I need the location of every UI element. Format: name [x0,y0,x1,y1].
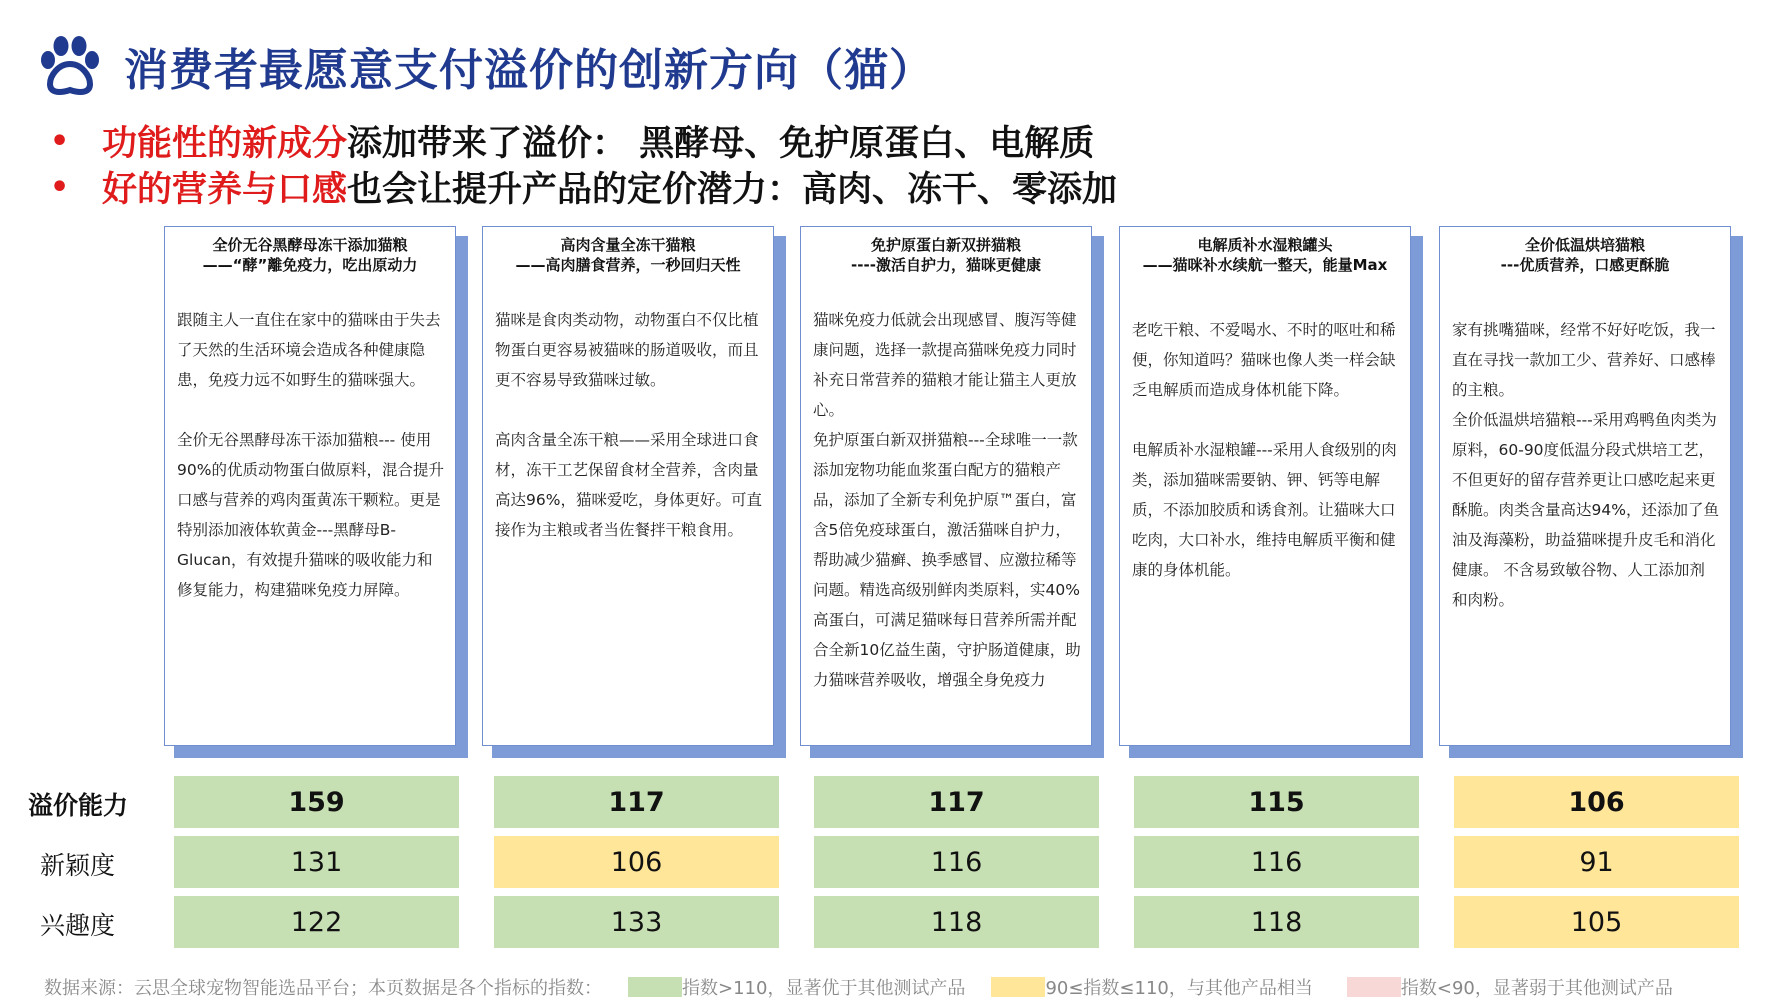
metric-cell: 91 [1454,836,1739,888]
metric-cell: 131 [174,836,459,888]
metric-cell: 118 [1134,896,1419,948]
legend-source: 数据来源：云思全球宠物智能选品平台；本页数据是各个指标的指数： [44,978,602,999]
legend-swatch-red [1347,977,1401,997]
card-description: 跟随主人一直住在家中的猫咪由于失去了天然的生活环境会造成各种健康隐患，免疫力远不如野生的猫咪强大。 全价无谷黑酵母冻干添加猫粮--- 使用90%的优质动物蛋白做原料，混合提升口感与营养的鸡肉蛋黄冻干颗粒。更是特别添加液体软黄金---黑酵母B-Glucan，有效提升猫咪的吸收能力和修复能力，构建猫咪免疫力屏障。 [177,311,444,599]
legend-swatch-green [628,977,682,997]
metric-cell: 118 [814,896,1099,948]
metric-label-novelty: 新颖度 [40,851,116,880]
legend-red-text: 指数<90，显著弱于其他测试产品 [1400,978,1673,999]
bullet-text: 添加带来了溢价： 黑酵母、免护原蛋白、电解质 [347,124,1095,164]
bullet-list [50,118,1117,210]
metric-label-premium: 溢价能力 [28,791,129,820]
metric-cell: 133 [494,896,779,948]
page-title: 消费者最愿意支付溢价的创新方向（猫） [124,45,934,96]
metric-cell: 122 [174,896,459,948]
metric-label-interest: 兴趣度 [40,911,116,940]
legend [44,974,1673,1000]
metric-cell: 106 [1454,776,1739,828]
card-description: 猫咪是食肉类动物，动物蛋白不仅比植物蛋白更容易被猫咪的肠道吸收，而且更不容易导致猫咪过敏。 高肉含量全冻干粮——采用全球进口食材，冻干工艺保留食材全营养，含肉量高达96%，猫咪爱吃，身体更好。可直接作为主粮或者当佐餐拌干粮食用。 [495,311,762,539]
metric-cell: 116 [814,836,1099,888]
legend-yellow-text: 90≤指数≤110，与其他产品相当 [1045,978,1313,999]
card-title: 电解质补水湿粮罐头 [1197,236,1333,254]
card-subtitle: ——高肉膳食营养，一秒回归天性 [515,256,741,274]
product-card [800,226,1094,748]
product-card [1439,226,1733,748]
product-card [164,226,458,748]
metric-cell: 116 [1134,836,1419,888]
metric-cell: 105 [1454,896,1739,948]
bullet-text: 也会让提升产品的定价潜力：高肉、冻干、零添加 [347,170,1118,210]
bullet-highlight: 功能性的新成分 [102,124,348,164]
card-title: 高肉含量全冻干猫粮 [560,236,696,254]
card-title: 全价无谷黑酵母冻干添加猫粮 [212,236,408,254]
card-description: 猫咪免疫力低就会出现感冒、腹泻等健康问题，选择一款提高猫咪免疫力同时补充日常营养的猫粮才能让猫主人更放心。 免护原蛋白新双拼猫粮---全球唯一一款添加宠物功能血浆蛋白配方的猫粮产品，添加了全新专利免护原™蛋白，富含5倍免疫球蛋白，激活猫咪自护力，帮助减少猫癣、换季感冒、应激拉稀等问题。精选高级别鲜肉类原料，实40%高蛋白，可满足猫咪每日营养所需并配合全新10亿益生菌，守护肠道健康，助力猫咪营养吸收，增强全身免疫力 [813,311,1081,689]
card-description: 家有挑嘴猫咪，经常不好好吃饭，我一直在寻找一款加工少、营养好、口感棒的主粮。 全价低温烘培猫粮---采用鸡鸭鱼肉类为原料，60-90度低温分段式烘培工艺，不但更好的留存营养更让口感吃起来更酥脆。肉类含量高达94%，还添加了鱼油及海藻粉，助益猫咪提升皮毛和消化健康。 不含易致敏谷物、人工添加剂和肉粉。 [1452,321,1719,609]
metric-cell: 106 [494,836,779,888]
legend-swatch-yellow [991,977,1045,997]
card-body [1119,226,1411,746]
metric-cell: 117 [494,776,779,828]
bullet-highlight: 好的营养与口感 [102,170,348,210]
card-description: 老吃干粮、不爱喝水、不时的呕吐和稀便，你知道吗？猫咪也像人类一样会缺乏电解质而造成身体机能下降。 电解质补水湿粮罐---采用人食级别的肉类，添加猫咪需要钠、钾、钙等电解质，不添加胶质和诱食剂。让猫咪大口吃肉，大口补水，维持电解质平衡和健康的身体机能。 [1132,321,1397,579]
bullet-item [50,164,1117,210]
card-title: 免护原蛋白新双拼猫粮 [870,236,1021,254]
bullet-item [50,118,1117,164]
product-card [482,226,776,748]
card-body [482,226,774,746]
title-row [34,30,934,102]
paw-icon [34,30,106,102]
metric-cell: 159 [174,776,459,828]
card-body [164,226,456,746]
card-title: 全价低温烘培猫粮 [1524,236,1645,254]
card-body [1439,226,1731,746]
card-subtitle: ——“酵”離免疫力，吃出原动力 [202,256,418,274]
card-subtitle: ----激活自护力，猫咪更健康 [851,256,1041,274]
metric-cell: 115 [1134,776,1419,828]
bullet-dot-icon: • [50,169,70,205]
bullet-dot-icon: • [50,123,70,159]
metric-cell: 117 [814,776,1099,828]
product-card [1119,226,1413,748]
card-subtitle: ---优质营养，口感更酥脆 [1500,256,1670,274]
card-body [800,226,1092,746]
card-subtitle: ——猫咪补水续航一整天，能量Max [1142,256,1388,274]
legend-green-text: 指数>110，显著优于其他测试产品 [682,978,966,999]
